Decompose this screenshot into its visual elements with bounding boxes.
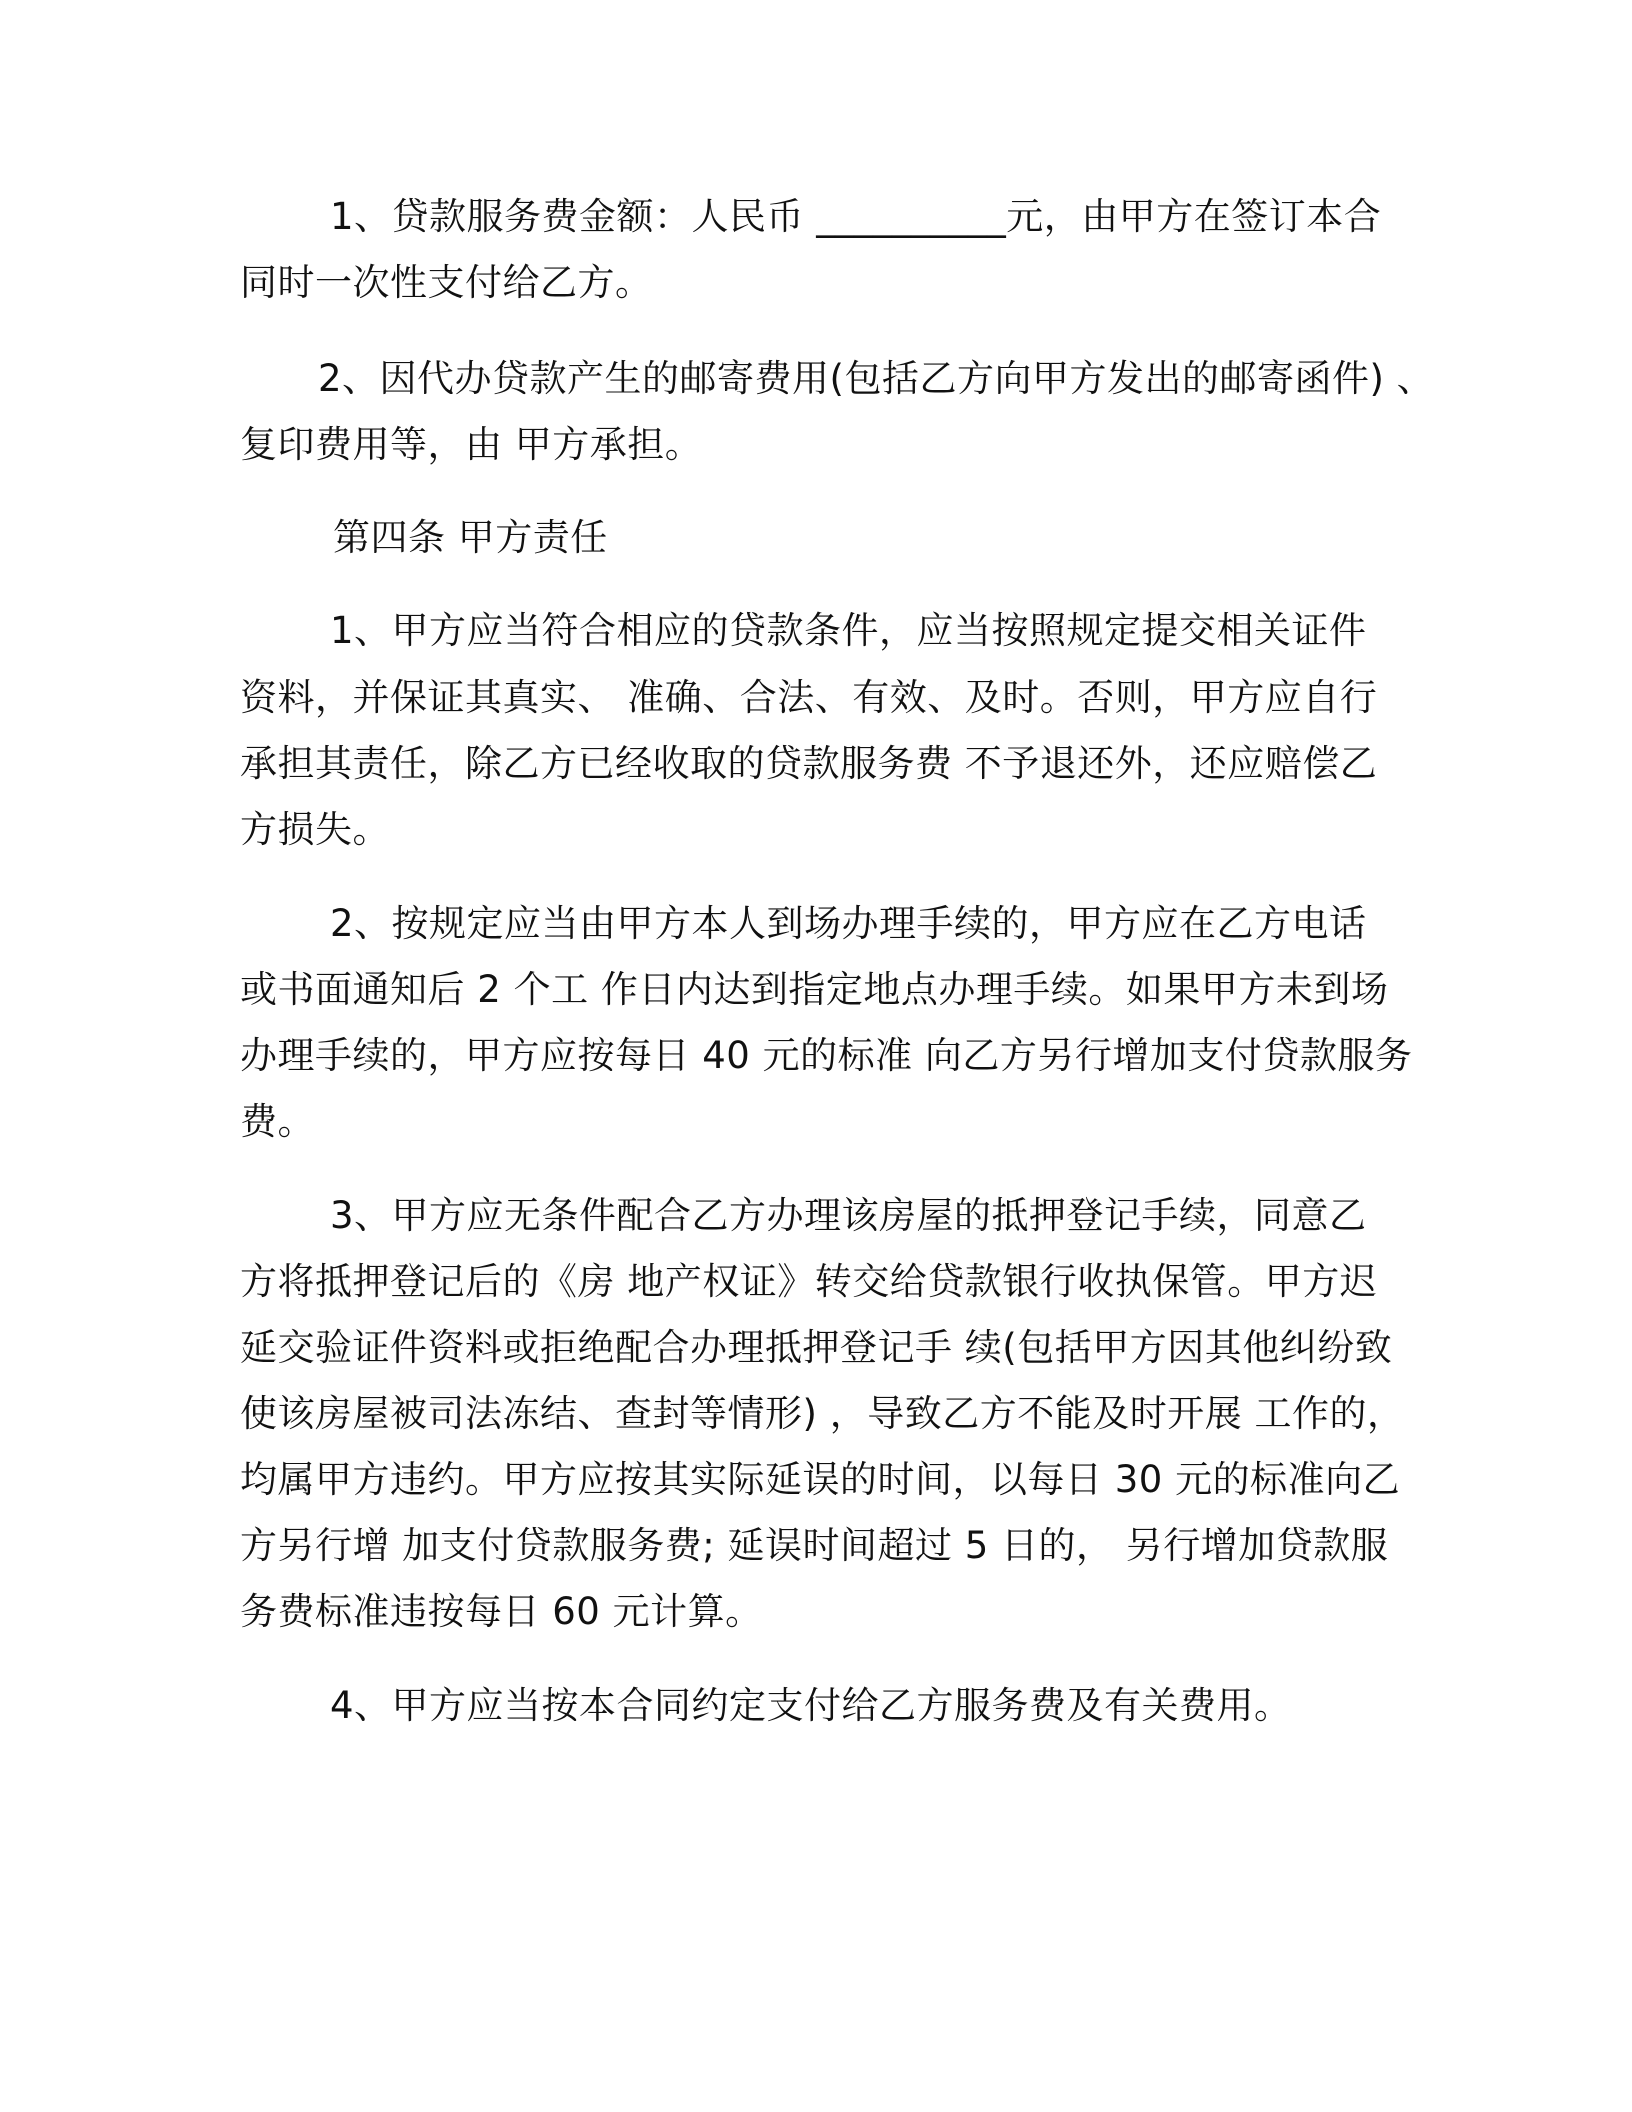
paragraph-loan-conditions-line-3: 承担其责任，除乙方已经收取的贷款服务费 不予退还外，还应赔偿乙 (240, 742, 1378, 785)
paragraph-loan-conditions-line-4: 方损失。 (240, 808, 390, 851)
paragraph-fee-amount-line-1: 1、贷款服务费金额：人民币 __________元，由甲方在签订本合 (330, 195, 1382, 238)
article-four-heading: 第四条 甲方责任 (333, 516, 608, 559)
paragraph-postage-line-1: 2、因代办贷款产生的邮寄费用(包括乙方向甲方发出的邮寄函件) 、 (318, 357, 1435, 400)
paragraph-mortgage-line-2: 方将抵押登记后的《房 地产权证》转交给贷款银行收执保管。甲方迟 (240, 1260, 1378, 1303)
paragraph-mortgage-line-3: 延交验证件资料或拒绝配合办理抵押登记手 续(包括甲方因其他纠纷致 (240, 1326, 1393, 1369)
paragraph-postage-line-2: 复印费用等，由 甲方承担。 (240, 423, 703, 466)
paragraph-loan-conditions-line-1: 1、甲方应当符合相应的贷款条件，应当按照规定提交相关证件 (330, 609, 1367, 652)
paragraph-fee-amount-line-2: 同时一次性支付给乙方。 (240, 261, 653, 304)
paragraph-pay-fees-line-1: 4、甲方应当按本合同约定支付给乙方服务费及有关费用。 (330, 1684, 1292, 1727)
paragraph-attendance-line-4: 费。 (240, 1100, 315, 1143)
paragraph-mortgage-line-7: 务费标准违按每日 60 元计算。 (240, 1590, 763, 1633)
paragraph-attendance-line-3: 办理手续的，甲方应按每日 40 元的标准 向乙方另行增加支付贷款服务 (240, 1034, 1413, 1077)
paragraph-mortgage-line-5: 均属甲方违约。甲方应按其实际延误的时间，以每日 30 元的标准向乙 (240, 1458, 1401, 1501)
paragraph-attendance-line-2: 或书面通知后 2 个工 作日内达到指定地点办理手续。如果甲方未到场 (240, 968, 1389, 1011)
paragraph-mortgage-line-4: 使该房屋被司法冻结、查封等情形) ，导致乙方不能及时开展 工作的， (240, 1392, 1405, 1435)
paragraph-mortgage-line-6: 方另行增 加支付贷款服务费; 延误时间超过 5 日的， 另行增加贷款服 (240, 1524, 1389, 1567)
paragraph-loan-conditions-line-2: 资料，并保证其真实、 准确、合法、有效、及时。否则，甲方应自行 (240, 676, 1378, 719)
paragraph-mortgage-line-1: 3、甲方应无条件配合乙方办理该房屋的抵押登记手续，同意乙 (330, 1194, 1367, 1237)
paragraph-attendance-line-1: 2、按规定应当由甲方本人到场办理手续的，甲方应在乙方电话 (330, 902, 1367, 945)
